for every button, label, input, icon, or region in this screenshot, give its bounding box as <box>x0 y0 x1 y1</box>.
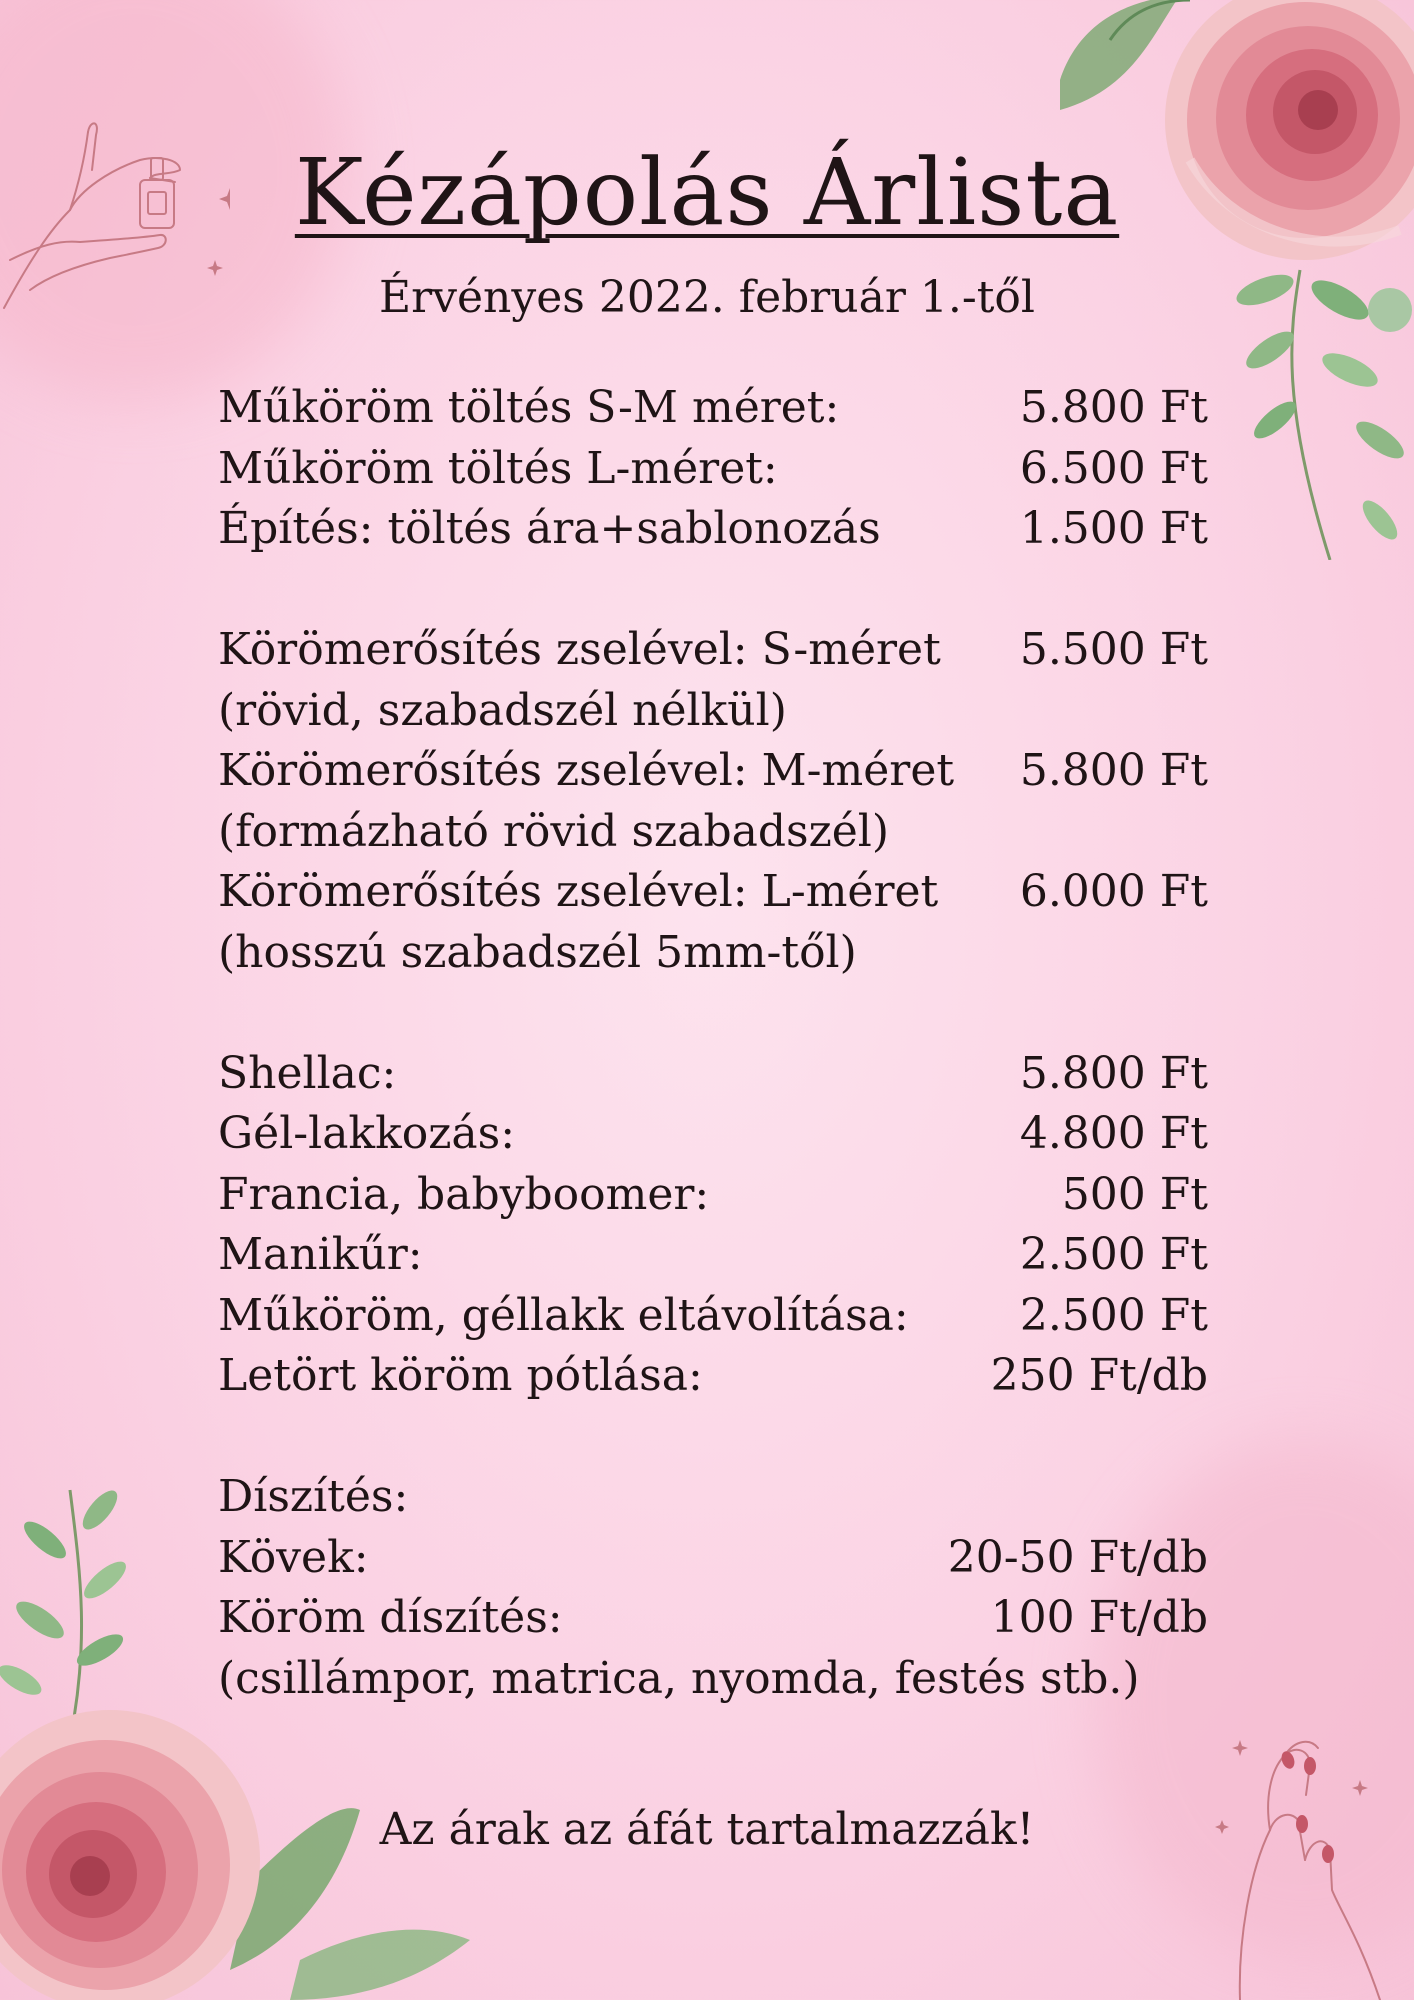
service-price: 20-50 Ft/db <box>947 1531 1208 1583</box>
price-row <box>218 741 1208 802</box>
service-price: 500 Ft <box>1061 1168 1208 1220</box>
service-label: Manikűr: <box>218 1229 423 1280</box>
service-price: 5.800 Ft <box>1019 1047 1208 1099</box>
service-price: 250 Ft/db <box>990 1350 1208 1401</box>
leaf-branch-icon <box>0 1485 131 1740</box>
service-label: Körömerősítés zselével: M-méret <box>218 745 955 796</box>
service-label: Letört köröm pótlása: <box>218 1350 703 1401</box>
service-price: 1.500 Ft <box>1019 503 1208 554</box>
price-row <box>218 1165 1208 1226</box>
service-note: (hosszú szabadszél 5mm-től) <box>218 926 857 978</box>
service-label: Építés: töltés ára+sablonozás <box>218 503 881 554</box>
service-price: 2.500 Ft <box>1019 1229 1208 1280</box>
service-label: Körömerősítés zselével: S-méret <box>218 624 941 675</box>
service-label: Köröm díszítés: <box>218 1592 563 1643</box>
service-price: 5.500 Ft <box>1019 624 1208 675</box>
price-row <box>218 499 1208 560</box>
section-gap <box>218 560 1208 621</box>
price-row <box>218 1286 1208 1347</box>
service-price: 2.500 Ft <box>1019 1289 1208 1341</box>
price-row <box>218 862 1208 923</box>
price-row <box>218 1044 1208 1105</box>
price-row <box>218 378 1208 439</box>
validity-subtitle: Érvényes 2022. február 1.-től <box>378 272 1035 323</box>
service-price: 5.800 Ft <box>1019 382 1208 433</box>
vat-note: Az árak az áfát tartalmazzák! <box>379 1804 1035 1855</box>
service-label: Műköröm, géllakk eltávolítása: <box>218 1289 909 1341</box>
price-row <box>218 1225 1208 1286</box>
section-heading: Díszítés: <box>218 1471 409 1522</box>
service-price: 5.800 Ft <box>1019 745 1208 796</box>
price-row <box>218 1104 1208 1165</box>
service-label: Műköröm töltés S-M méret: <box>218 382 840 433</box>
price-list <box>218 378 1208 1709</box>
service-price: 6.500 Ft <box>1019 442 1208 494</box>
price-row <box>218 802 1208 863</box>
service-note: (csillámpor, matrica, nyomda, festés stb.) <box>218 1652 1140 1704</box>
service-label: Műköröm töltés L-méret: <box>218 442 778 494</box>
service-label: Francia, babyboomer: <box>218 1168 710 1220</box>
price-row <box>218 1588 1208 1649</box>
service-label: Gél-lakkozás: <box>218 1108 516 1159</box>
price-row <box>218 681 1208 742</box>
hand-with-nails-icon <box>1210 1720 1414 2000</box>
price-row <box>218 923 1208 984</box>
service-price: 4.800 Ft <box>1019 1108 1208 1159</box>
price-row <box>218 1346 1208 1407</box>
price-row <box>218 1528 1208 1589</box>
service-label: Shellac: <box>218 1047 397 1099</box>
service-label: Körömerősítés zselével: L-méret <box>218 866 939 917</box>
price-row <box>218 439 1208 500</box>
page-title: Kézápolás Árlista <box>294 139 1120 246</box>
price-row <box>218 1467 1208 1528</box>
section-gap <box>218 983 1208 1044</box>
service-note: (rövid, szabadszél nélkül) <box>218 684 787 736</box>
service-note: (formázható rövid szabadszél) <box>218 805 890 857</box>
service-price: 6.000 Ft <box>1019 866 1208 917</box>
price-row <box>218 1649 1208 1710</box>
section-gap <box>218 1407 1208 1468</box>
service-price: 100 Ft/db <box>990 1592 1208 1643</box>
price-row <box>218 620 1208 681</box>
service-label: Kövek: <box>218 1531 369 1583</box>
